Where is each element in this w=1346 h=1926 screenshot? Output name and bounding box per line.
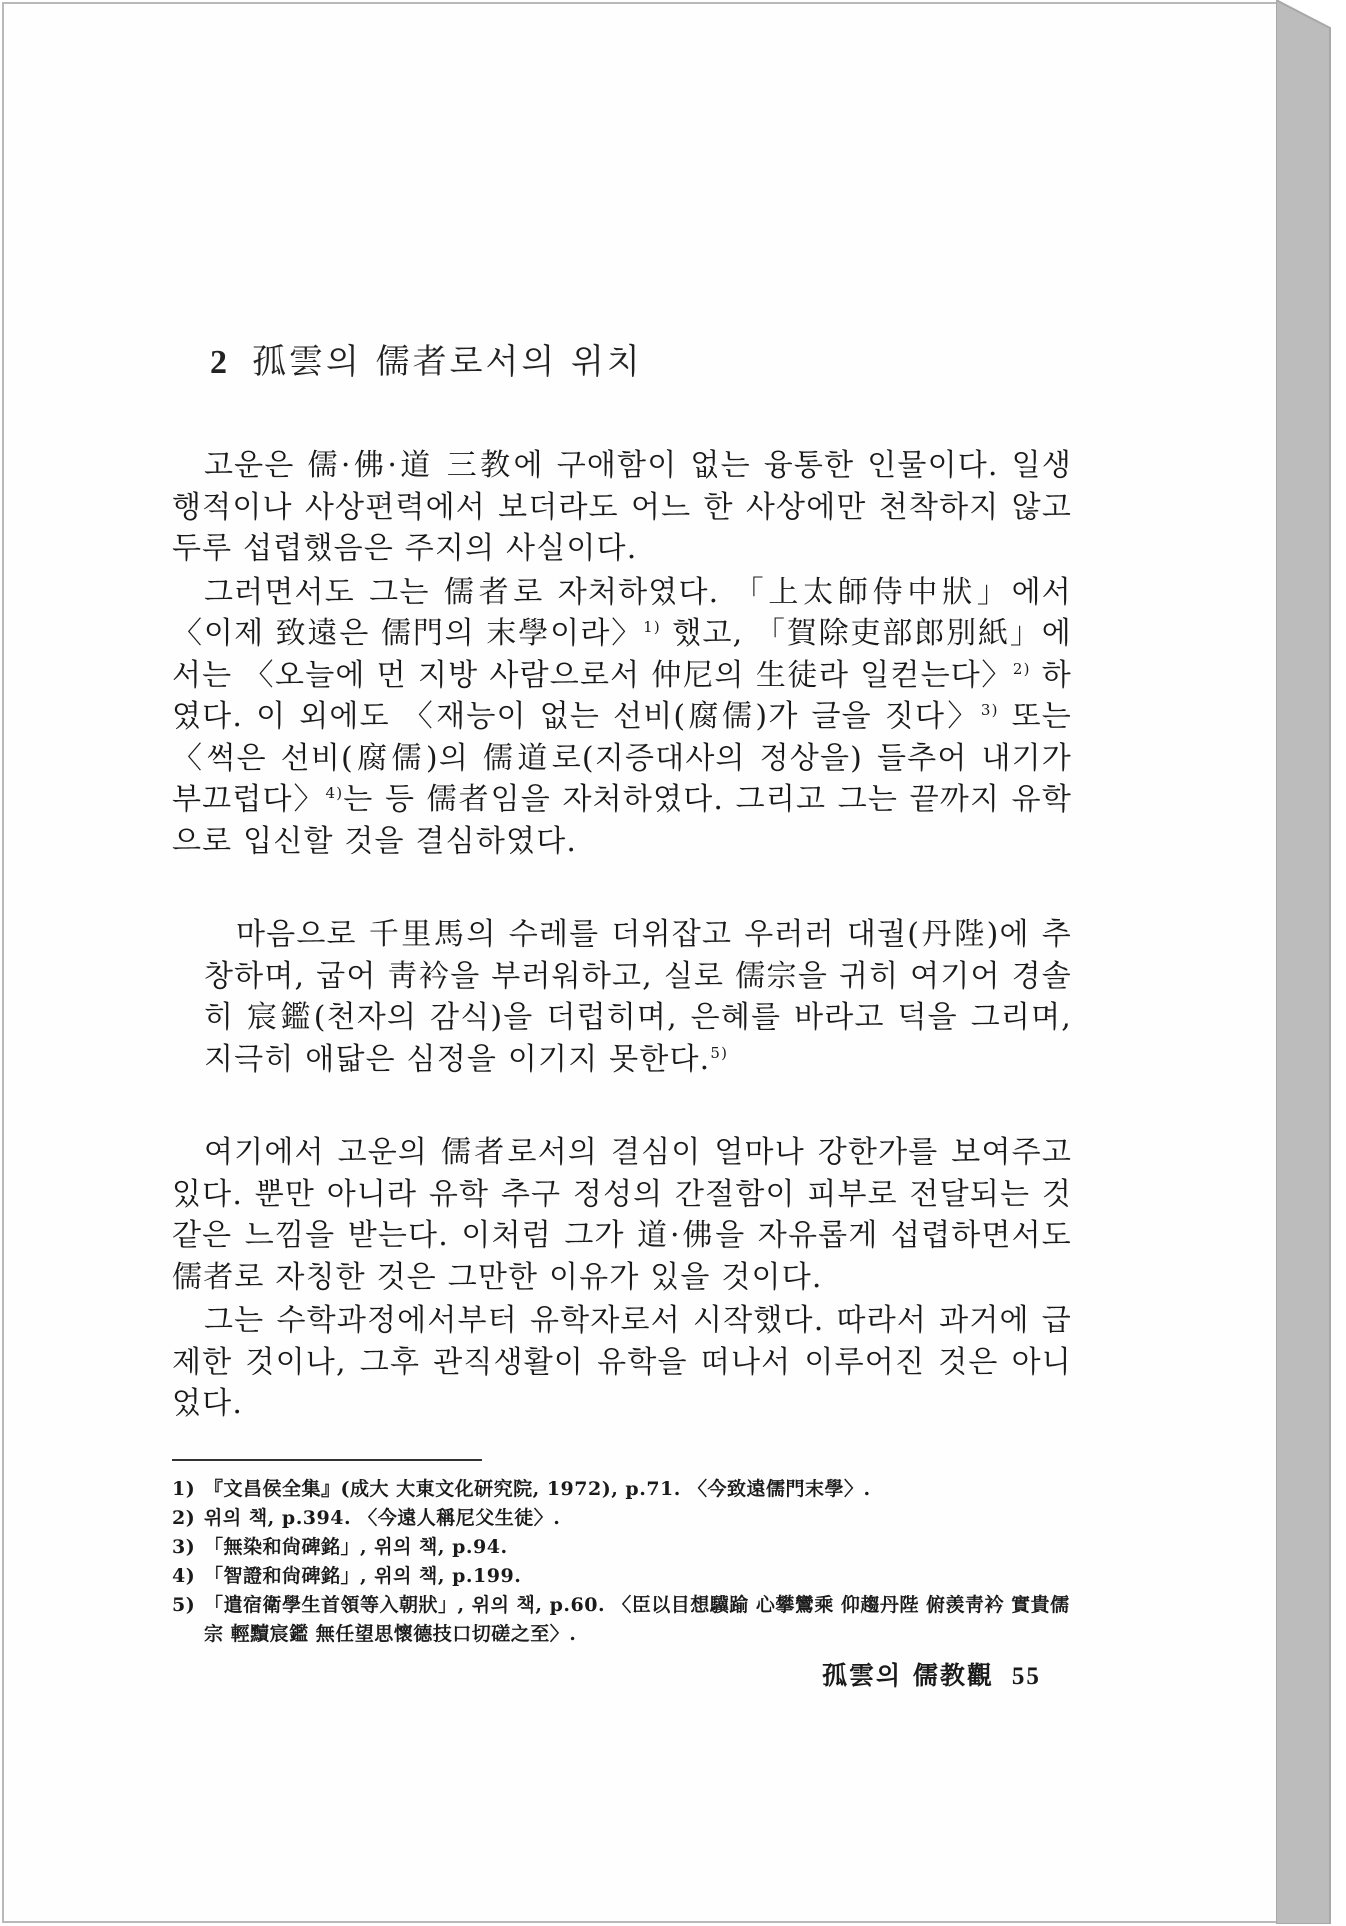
paragraph-2-text-1: 그러면서도 그는 儒者로 자처하였다. 「上太師侍中狀」에서 〈이제 致遠은 儒門의 末學이라〉 [172, 574, 1072, 651]
footnotes [172, 1475, 1072, 1649]
footnote-mark: 2) [172, 1506, 196, 1529]
paragraph-2-text-4: 또는 〈썩은 선비(腐儒)의 儒道로(지증대사의 정상을) 들추어 내기가 부끄럽다〉 [172, 699, 1072, 817]
section-heading [210, 334, 1072, 383]
paragraph-2-text-5: 는 등 儒者임을 자처하였다. 그리고 그는 끝까지 유학으로 입신할 것을 결심하였다. [172, 782, 1072, 859]
running-footer [822, 1656, 1041, 1692]
running-title: 孤雲의 儒教觀 [822, 1661, 994, 1690]
paragraph-3: 여기에서 고운의 儒者로서의 결심이 얼마나 강한가를 보여주고 있다. 뿐만 아니라 유학 추구 정성의 간절함이 피부로 전달되는 것 같은 느낌을 받는다. 이처럼 그가 道·佛을 자유롭게 섭렵하면서도 儒者로 자칭한 것은 그만한 이유가 있을 것이다. [172, 1135, 1072, 1295]
footnote-ref-3: 3) [980, 701, 999, 719]
footnote-item [172, 1591, 1072, 1649]
section-title: 孤雲의 儒者로서의 위치 [252, 342, 643, 382]
page [2, 2, 1278, 1923]
footnote-item [172, 1475, 1072, 1504]
paragraph-2-text-3: 하였다. 이 외에도 〈재능이 없는 선비(腐儒)가 글을 짓다〉 [172, 657, 1072, 734]
block-quote [172, 914, 1072, 1080]
footnote-ref-2: 2) [1012, 659, 1031, 678]
footnote-item [172, 1562, 1072, 1591]
footnote-mark: 5) [172, 1593, 196, 1616]
page-number: 55 [1011, 1663, 1041, 1690]
page-edge-shading [1276, 0, 1344, 1924]
paragraph-2 [172, 572, 1072, 863]
footnote-divider [172, 1459, 482, 1461]
footnote-text: 「遣宿衛學生首領等入朝狀」, 위의 책, p.60. 〈臣以目想驥踰 心攀鸞乘 仰趨丹陛 俯羡靑衿 實貴儒宗 輕黷宸鑑 無任望思懷德技口切磋之至〉. [204, 1593, 1070, 1645]
paragraph-2-text-2: 했고, 「賀除吏部郎別紙」에서는 〈오늘에 먼 지방 사람으로서 仲尼의 生徒라 일컫는다〉 [172, 616, 1072, 693]
footnote-item [172, 1504, 1072, 1533]
footnote-text: 「無染和尙碑銘」, 위의 책, p.94. [204, 1535, 508, 1558]
footnote-mark: 1) [172, 1477, 196, 1500]
footnote-ref-1: 1) [643, 618, 661, 636]
footnote-item [172, 1533, 1072, 1562]
footnote-text: 「智證和尙碑銘」, 위의 책, p.199. [204, 1564, 522, 1587]
paragraph-1: 고운은 儒·佛·道 三教에 구애함이 없는 융통한 인물이다. 일생 행적이나 사상편력에서 보더라도 어느 한 사상에만 천착하지 않고 두루 섭렵했음은 주지의 사실이다. [172, 448, 1072, 566]
footnote-text: 『文昌侯全集』(成大 大東文化研究院, 1972), p.71. 〈今致遠儒門末學〉. [204, 1477, 871, 1500]
page-content [172, 334, 1072, 1649]
section-number: 2 [210, 344, 230, 381]
block-quote-text: 마음으로 千里馬의 수레를 더위잡고 우러러 대궐(丹陛)에 추창하며, 굽어 靑衿을 부러워하고, 실로 儒宗을 귀히 여기어 경솔히 宸鑑(천자의 감식)을 더럽히며, 은혜를 바라고 덕을 그리며, 지극히 애닯은 심정을 이기지 못한다. [204, 917, 1072, 1077]
footnote-mark: 4) [172, 1564, 196, 1587]
footnote-ref-5: 5) [710, 1043, 729, 1062]
footnote-ref-4: 4) [325, 784, 344, 802]
footnote-text: 위의 책, p.394. 〈今遠人稱尼父生徒〉. [204, 1506, 561, 1529]
paragraph-4: 그는 수학과정에서부터 유학자로서 시작했다. 따라서 과거에 급제한 것이나, 그후 관직생활이 유학을 떠나서 이루어진 것은 아니었다. [172, 1303, 1072, 1421]
footnote-mark: 3) [172, 1535, 196, 1558]
